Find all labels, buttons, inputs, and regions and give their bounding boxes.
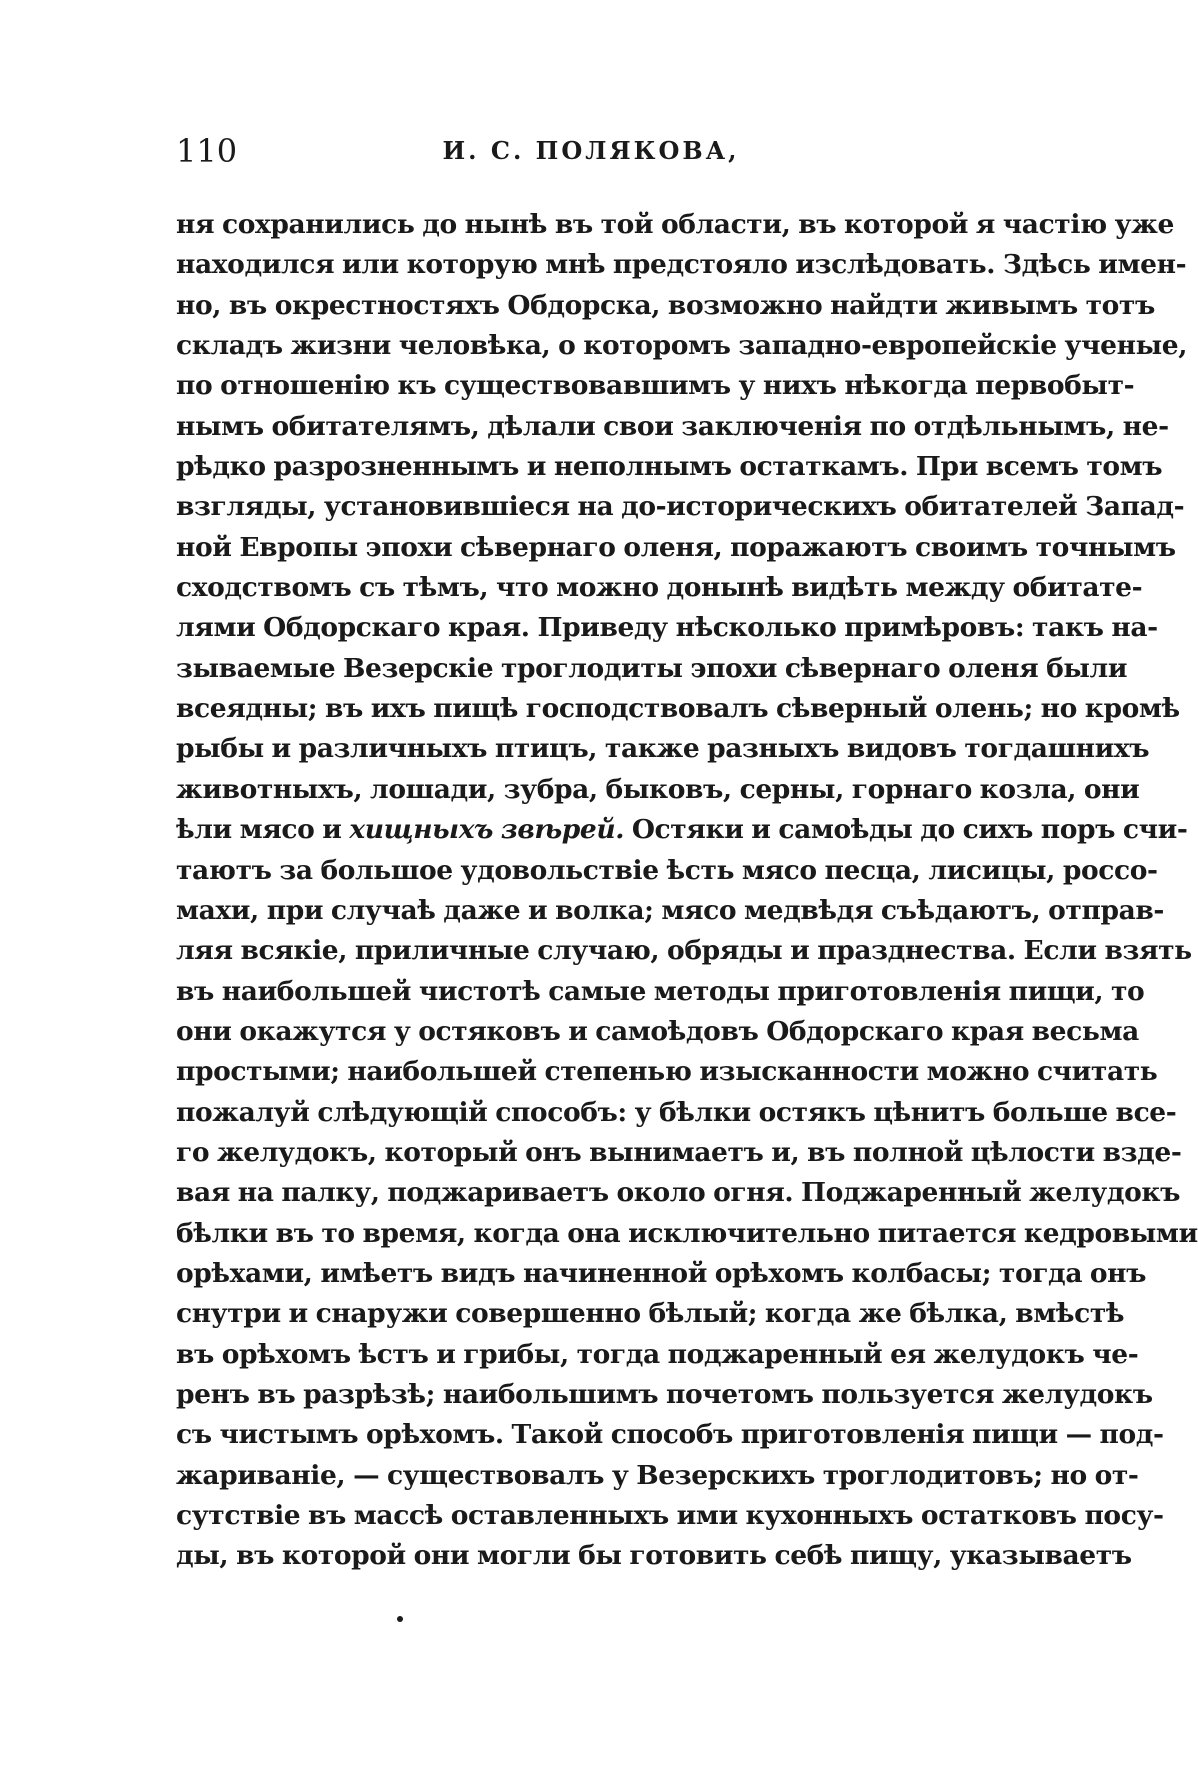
- text-line: въ орѣхомъ ѣстъ и грибы, тогда поджаренный ея желудокъ че-: [176, 1338, 1139, 1370]
- text-line: махи, при случаѣ даже и волка; мясо медвѣдя съѣдаютъ, отправ-: [176, 894, 1164, 926]
- text-line: жариваніе, — существовалъ у Везерскихъ троглодитовъ; но от-: [176, 1459, 1139, 1491]
- text-line: рѣдко разрозненнымъ и неполнымъ остаткамъ. При всемъ томъ: [176, 451, 1163, 483]
- text-line: въ наибольшей чистотѣ самые методы приготовленія пищи, то: [176, 975, 1145, 1007]
- text-line: находился или которую мнѣ предстояло изслѣдовать. Здѣсь имен-: [176, 249, 1187, 281]
- text-line: лями Обдорскаго края. Приведу нѣсколько примѣровъ: такъ на-: [176, 612, 1158, 644]
- text-line: ды, въ которой они могли бы готовить себѣ пищу, указываетъ: [176, 1540, 1132, 1572]
- text-line: ня сохранились до нынѣ въ той области, въ которой я частію уже: [176, 209, 1174, 240]
- text-line: сутствіе въ массѣ оставленныхъ ими кухонныхъ остатковъ посу-: [176, 1500, 1164, 1531]
- text-line: ной Европы эпохи сѣвернаго оленя, поражаютъ своимъ точнымъ: [176, 531, 1176, 563]
- italic-phrase: хищныхъ звѣрей.: [349, 814, 625, 846]
- text-line: снутри и снаружи совершенно бѣлый; когда же бѣлка, вмѣстѣ: [176, 1298, 1125, 1330]
- text-line: орѣхами, имѣетъ видъ начиненной орѣхомъ колбасы; тогда онъ: [176, 1257, 1147, 1289]
- text-line: ренъ въ разрѣзѣ; наибольшимъ почетомъ пользуется желудокъ: [176, 1378, 1153, 1410]
- text-line: они окажутся у остяковъ и самоѣдовъ Обдорскаго края весьма: [176, 1015, 1139, 1047]
- body-text: [176, 205, 1198, 1577]
- text-line: ляя всякіе, приличные случаю, обряды и празднества. Если взять: [176, 935, 1192, 967]
- text-line: рыбы и различныхъ птицъ, также разныхъ видовъ тогдашнихъ: [176, 733, 1150, 765]
- text-line: всеядны; въ ихъ пищѣ господствовалъ сѣверный олень; но кромѣ: [176, 693, 1180, 725]
- text-line: зываемые Везерскіе троглодиты эпохи сѣвернаго оленя были: [176, 652, 1128, 684]
- text-line: вая на палку, поджариваетъ около огня. Поджаренный желудокъ: [176, 1177, 1181, 1209]
- running-title: И. С. ПОЛЯКОВА,: [442, 136, 740, 165]
- text-line: пожалуй слѣдующій способъ: у бѣлки остякъ цѣнитъ больше все-: [176, 1096, 1177, 1128]
- text-line: таютъ за большое удовольствіе ѣсть мясо песца, лисицы, россо-: [176, 854, 1158, 886]
- text-line: но, въ окрестностяхъ Обдорска, возможно найдти живымъ тотъ: [176, 289, 1155, 321]
- text-line: животныхъ, лошади, зубра, быковъ, серны, горнаго козла, они: [176, 773, 1140, 805]
- text-line: сходствомъ съ тѣмъ, что можно донынѣ видѣть между обитате-: [176, 572, 1143, 604]
- text-line: складъ жизни человѣка, о которомъ западно-европейскіе ученые,: [176, 330, 1188, 362]
- text-line: бѣлки въ то время, когда она исключительно питается кедровыми: [176, 1217, 1198, 1249]
- text-line-with-italic: [176, 810, 1188, 850]
- text-line: по отношенію къ существовавшимъ у нихъ нѣкогда первобыт-: [176, 370, 1135, 402]
- page-header: [176, 131, 1006, 171]
- printer-mark: [397, 1616, 403, 1622]
- page-number: 110: [176, 132, 238, 170]
- line-segment: ѣли мясо и: [176, 814, 350, 846]
- text-line: съ чистымъ орѣхомъ. Такой способъ приготовленія пищи — под-: [176, 1419, 1164, 1451]
- text-line: взгляды, установившіеся на до-историческихъ обитателей Запад-: [176, 491, 1185, 523]
- text-line: го желудокъ, который онъ вынимаетъ и, въ полной цѣлости взде-: [176, 1136, 1182, 1168]
- text-line: простыми; наибольшей степенью изысканности можно считать: [176, 1056, 1158, 1088]
- line-segment: Остяки и самоѣды до сихъ поръ счи-: [624, 814, 1188, 846]
- text-line: нымъ обитателямъ, дѣлали свои заключенія по отдѣльнымъ, не-: [176, 410, 1169, 442]
